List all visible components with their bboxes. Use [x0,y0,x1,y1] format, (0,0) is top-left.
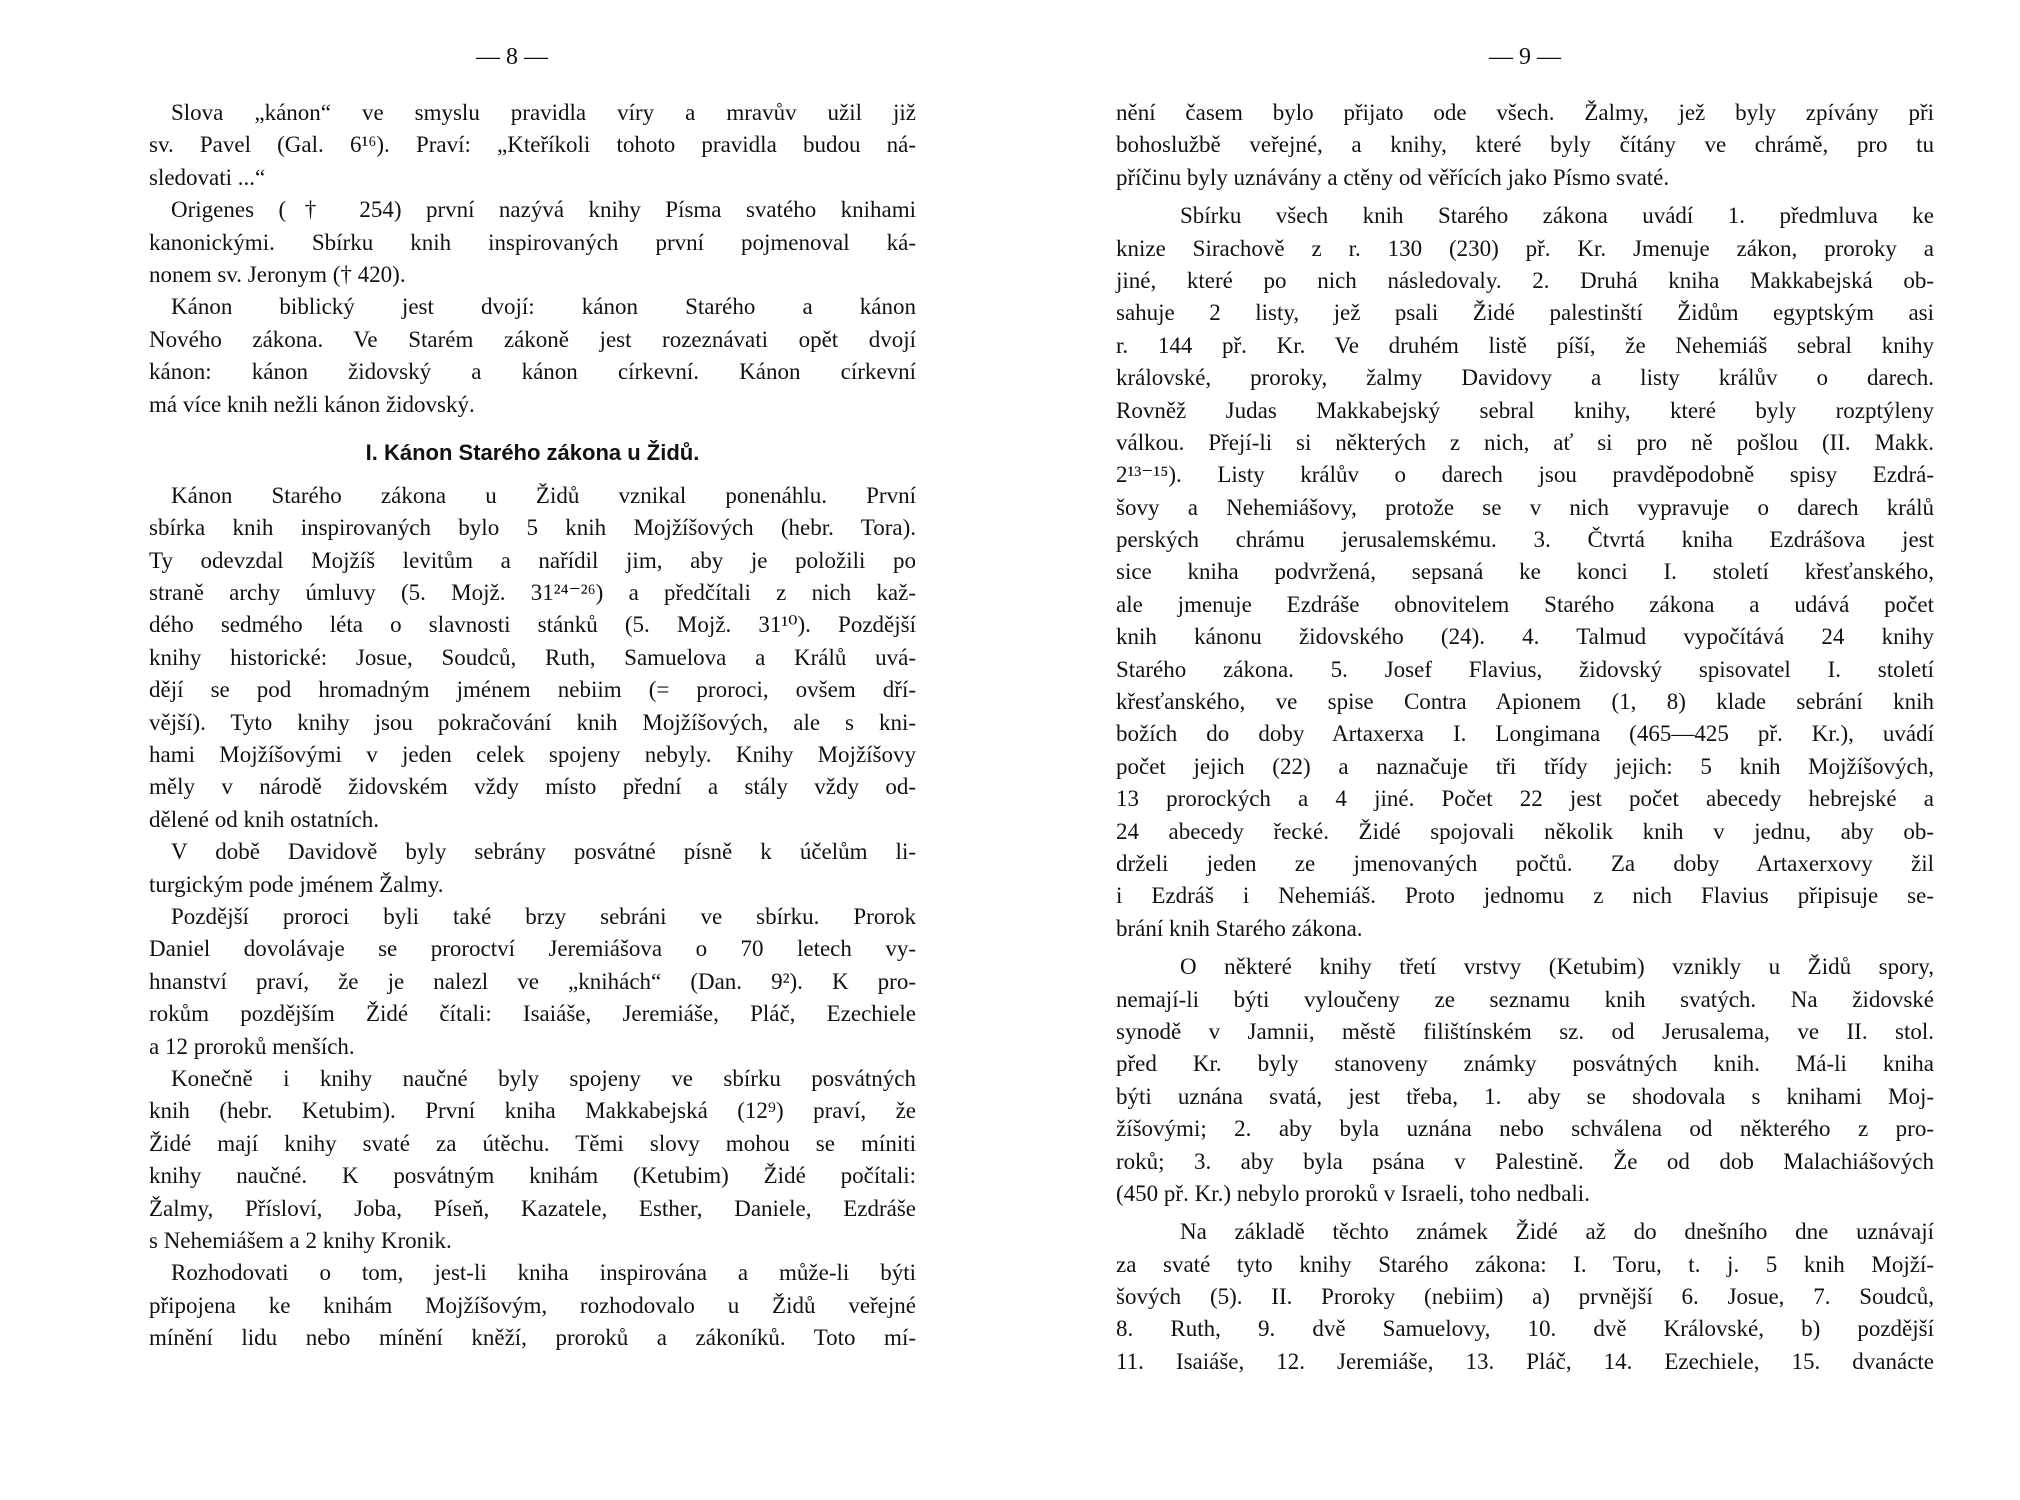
text-line: perských chrámu jerusalemskému. 3. Čtvrtá kniha Ezdrášova jest [1116,527,1934,553]
text-line: a 12 proroků menších. [149,1033,355,1059]
text-line: r. 144 př. Kr. Ve druhém listě píší, že Nehemiáš sebral knihy [1116,332,1934,358]
text-line: ale jmenuje Ezdráše obnovitelem Starého zákona a udává počet [1116,591,1934,617]
text-line: válkou. Přejí-li si některých z nich, ať si pro ně pošlou (II. Makk. [1116,429,1934,455]
paragraph [149,480,916,836]
text-line: vější). Tyto knihy jsou pokračování knih Mojžíšových, ale s kni- [149,709,916,735]
paragraph [1116,97,1934,194]
text-line: býti uznána svatá, jest třeba, 1. aby se shodovala s knihami Moj- [1116,1083,1934,1109]
text-line: 24 abecedy řecké. Židé spojovali několik knih v jednu, aby ob- [1116,818,1934,844]
text-line: Origenes († 254) první nazývá knihy Písma svatého knihami [171,197,916,223]
paragraph [149,836,916,901]
text-line: sice kniha podvržená, sepsaná ke konci I. století křesťanského, [1116,559,1934,585]
text-line: jiné, které po nich následovaly. 2. Druhá kniha Makkabejská ob- [1116,267,1934,293]
paragraph [149,1257,916,1354]
text-line: Konečně i knihy naučné byly spojeny ve sbírku posvátných [171,1065,916,1091]
text-line: sahuje 2 listy, jež psali Židé palestinští Židům egyptským asi [1116,300,1934,326]
text-line: za svaté tyto knihy Starého zákona: I. Toru, t. j. 5 knih Mojží- [1116,1251,1934,1277]
page-number-right: — 9 — [1489,44,1561,70]
paragraph [149,1063,916,1257]
paragraph [149,901,916,1063]
text-line: Kánon biblický jest dvojí: kánon Starého a kánon [171,294,916,320]
text-line: má více knih nežli kánon židovský. [149,391,475,417]
text-line: sbírka knih inspirovaných bylo 5 knih Mojžíšových (hebr. Tora). [149,515,916,541]
paragraph [149,291,916,421]
text-line: hnanství praví, že je nalezl ve „knihách“ (Dan. 9²). K pro- [149,968,916,994]
text-line: turgickým pode jménem Žalmy. [149,871,444,897]
text-line: knihy historické: Josue, Soudců, Ruth, Samuelova a Králů uvá- [149,644,916,670]
text-line: dějí se pod hromadným jménem nebiim (= proroci, ovšem dří- [149,677,916,703]
text-line: šových (5). II. Proroky (nebiim) a) prvnější 6. Josue, 7. Soudců, [1116,1284,1934,1310]
paragraph [1116,200,1934,945]
text-line: kánon: kánon židovský a kánon církevní. Kánon církevní [149,359,916,385]
page-8-body [149,97,916,1354]
text-line: Židé mají knihy svaté za útěchu. Těmi slovy mohou se míniti [149,1130,916,1156]
text-line: V době Davidově byly sebrány posvátné písně k účelům li- [171,839,916,865]
text-line: Starého zákona. 5. Josef Flavius, židovský spisovatel I. století [1116,656,1934,682]
text-line: Kánon Starého zákona u Židů vznikal ponenáhlu. První [171,482,916,508]
text-line: knihy naučné. K posvátným knihám (Ketubim) Židé počítali: [149,1163,916,1189]
text-line: 2¹³⁻¹⁵). Listy králův o darech jsou pravděpodobně spisy Ezdrá- [1116,462,1934,488]
text-line: božích do doby Artaxerxa I. Longimana (465—425 př. Kr.), uvádí [1116,721,1934,747]
text-line: Nového zákona. Ve Starém zákoně jest rozeznávati opět dvojí [149,326,916,352]
text-line: hami Mojžíšovými v jeden celek spojeny nebyly. Knihy Mojžíšovy [149,742,916,768]
text-line: křesťanského, ve spise Contra Apionem (1, 8) klade sebrání knih [1116,689,1934,715]
text-line: nemají-li býti vyloučeny ze seznamu knih svatých. Na židovské [1116,986,1934,1012]
paragraph [1116,951,1934,1210]
paragraph [1116,1216,1934,1378]
text-line: Na základě těchto známek Židé až do dnešního dne uznávají [1180,1219,1934,1245]
text-line: šovy a Nehemiášovy, protože se v nich vypravuje o darech králů [1116,494,1934,520]
text-line: Rozhodovati o tom, jest-li kniha inspirována a může-li býti [171,1260,916,1286]
text-line: s Nehemiášem a 2 knihy Kronik. [149,1227,452,1253]
text-line: příčinu byly uznávány a ctěny od věřících jako Písmo svaté. [1116,164,1670,190]
text-line: sledovati ...“ [149,164,266,190]
text-line: brání knih Starého zákona. [1116,915,1363,941]
text-line: žíšovými; 2. aby byla uznána nebo schválena od některého z pro- [1116,1116,1934,1142]
text-line: (450 př. Kr.) nebylo proroků v Israeli, toho nedbali. [1116,1180,1590,1206]
text-line: bohoslužbě veřejné, a knihy, které byly čítány ve chrámě, pro tu [1116,132,1934,158]
text-line: knize Sirachově z r. 130 (230) př. Kr. Jmenuje zákon, proroky a [1116,235,1934,261]
text-line: i Ezdráš i Nehemiáš. Proto jednomu z nich Flavius připisuje se- [1116,883,1934,909]
text-line: dého sedmého léta o slavnosti stánků (5. Mojž. 31¹⁰). Pozdější [149,612,916,638]
text-line: Slova „kánon“ ve smyslu pravidla víry a mravův užil již [171,100,916,125]
text-line: straně archy úmluvy (5. Mojž. 31²⁴⁻²⁶) a předčítali z nich kaž- [149,580,916,606]
text-line: kanonickými. Sbírku knih inspirovaných první pojmenoval ká- [149,229,916,255]
text-line: dělené od knih ostatních. [149,806,379,832]
page-9-body [1116,97,1934,1384]
text-line: sv. Pavel (Gal. 6¹⁶). Praví: „Kteříkoli tohoto pravidla budou ná- [149,132,916,158]
text-line: Daniel dovolávaje se proroctví Jeremiášova o 70 letech vy- [149,936,916,962]
text-line: rokům pozdějším Židé čítali: Isaiáše, Jeremiáše, Pláč, Ezechiele [149,1001,916,1027]
text-line: 11. Isaiáše, 12. Jeremiáše, 13. Pláč, 14. Ezechiele, 15. dvanácte [1116,1348,1934,1374]
text-line: Ty odevzdal Mojžíš levitům a nařídil jim, aby je položili po [149,547,916,573]
text-line: 13 prorockých a 4 jiné. Počet 22 jest počet abecedy hebrejské a [1116,786,1934,812]
text-line: knih (hebr. Ketubim). První kniha Makkabejská (12⁹) praví, že [149,1098,916,1124]
text-line: synodě v Jamnii, městě filištínském sz. od Jerusalema, ve II. stol. [1116,1018,1934,1044]
paragraph [149,97,916,194]
text-line: Rovněž Judas Makkabejský sebral knihy, které byly rozptýleny [1116,397,1934,423]
text-line: mínění lidu nebo mínění kněží, proroků a zákoníků. Toto mí- [149,1325,916,1351]
text-line: knih kánonu židovského (24). 4. Talmud vypočítává 24 knihy [1116,624,1934,650]
page-number-left: — 8 — [476,44,548,70]
text-line: Žalmy, Přísloví, Joba, Píseň, Kazatele, Esther, Daniele, Ezdráše [149,1195,916,1221]
text-line: před Kr. byly stanoveny známky posvátných knih. Má-li kniha [1116,1051,1934,1077]
text-line: drželi jeden ze jmenovaných počtů. Za doby Artaxerxovy žil [1116,850,1934,876]
text-line: 8. Ruth, 9. dvě Samuelovy, 10. dvě Královské, b) pozdější [1116,1316,1934,1342]
text-line: O některé knihy třetí vrstvy (Ketubim) vznikly u Židů spory, [1180,954,1934,980]
section-heading: I. Kánon Starého zákona u Židů. [365,439,700,465]
text-line: připojena ke knihám Mojžíšovým, rozhodovalo u Židů veřejné [149,1292,916,1318]
text-line: počet jejich (22) a naznačuje tři třídy jejich: 5 knih Mojžíšových, [1116,753,1934,779]
text-line: nění časem bylo přijato ode všech. Žalmy, jež byly zpívány při [1116,100,1934,125]
text-line: Pozdější proroci byli také brzy sebráni ve sbírku. Prorok [171,903,916,929]
text-line: roků; 3. aby byla psána v Palestině. Že od dob Malachiášových [1116,1148,1934,1174]
text-line: královské, proroky, žalmy Davidovy a listy králův o darech. [1116,365,1934,391]
paragraph [149,194,916,291]
text-line: Sbírku všech knih Starého zákona uvádí 1. předmluva ke [1180,203,1934,229]
text-line: nonem sv. Jeronym († 420). [149,261,406,287]
text-line: měly v národě židovském vždy místo přední a stály vždy od- [149,774,916,800]
